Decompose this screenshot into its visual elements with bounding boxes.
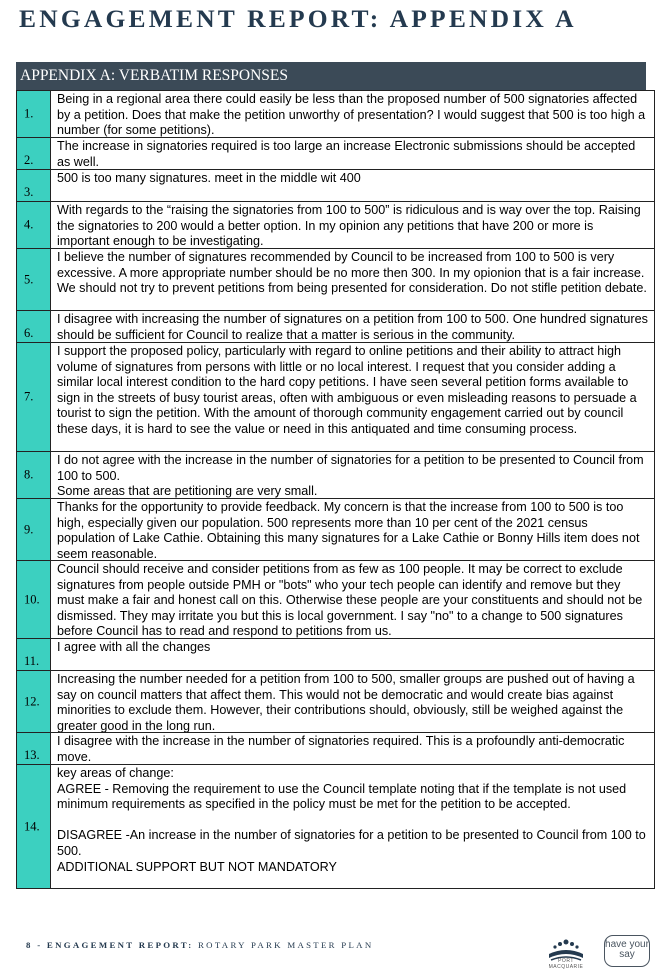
- response-number: [17, 170, 51, 201]
- response-text: [51, 639, 654, 670]
- response-row: [16, 671, 655, 733]
- response-text: [51, 249, 654, 310]
- response-paragraph: With regards to the “raising the signatories from 100 to 500” is ridiculous and is way over the top. Raising the signatories to 200 would a better option. In my opinion any petitions that have 200 or more is important enough to be investigating.: [57, 203, 641, 248]
- response-number-label: 10.: [24, 592, 40, 606]
- response-number-label: 12.: [24, 694, 40, 708]
- response-number: [17, 91, 51, 137]
- response-text: [51, 170, 654, 201]
- response-row: [16, 170, 655, 202]
- response-paragraph: 500 is too many signatures. meet in the middle wit 400: [57, 171, 361, 185]
- response-number-label: 11.: [24, 654, 40, 668]
- response-number: [17, 343, 51, 451]
- response-number: [17, 202, 51, 248]
- response-paragraph: Increasing the number needed for a petition from 100 to 500, smaller groups are pushed out of having a say on council matters that affect them. This would not be democratic and would create bias against minorities to exclude them. However, their contributions should, obviously, still be weighed against the greater good in the long run.: [57, 672, 635, 732]
- response-row: [16, 452, 655, 499]
- response-paragraph: AGREE - Removing the requirement to use the Council template noting that if the template is not used minimum requirements as specified in the policy must be met for the petition to be accepted.: [57, 781, 627, 812]
- response-number: [17, 671, 51, 732]
- page-footer: [26, 940, 373, 950]
- response-row: [16, 249, 655, 311]
- response-text: [51, 311, 654, 342]
- response-number-label: 9.: [24, 522, 34, 536]
- response-row: [16, 561, 655, 639]
- response-paragraph: Council should receive and consider petitions from as few as 100 people. It may be correct to exclude signatures from people outside PMH or "bots" who your tech people can identify and remove but they must make a fair and honest call on this. Otherwise these people are your constituents and should not be dismissed. They may irritate you but this is local government. I say "no" to a change to 500 signatures before Council has to read and respond to petitions from us.: [57, 562, 643, 638]
- response-number: [17, 138, 51, 169]
- response-row: [16, 639, 655, 671]
- response-text: [51, 343, 654, 451]
- response-number: [17, 733, 51, 764]
- footer-suffix: ROTARY PARK MASTER PLAN: [198, 940, 374, 950]
- response-paragraph: [57, 813, 648, 829]
- response-text: [51, 499, 654, 560]
- response-number: [17, 561, 51, 638]
- response-number-label: 5.: [24, 272, 34, 286]
- response-paragraph: DISAGREE -An increase in the number of signatories for a petition to be presented to Council from 100 to 500.: [57, 828, 646, 858]
- have-your-say-badge: have your say: [604, 935, 650, 967]
- response-text: [51, 91, 654, 137]
- appendix-heading: APPENDIX A: VERBATIM RESPONSES: [16, 62, 646, 90]
- response-text: [51, 765, 654, 888]
- response-paragraph: Thanks for the opportunity to provide feedback. My concern is that the increase from 100 to 500 is too high, especially given our population. 500 represents more than 10 per cent of the 2021 census population of Lake Cathie. Obtaining this many signatures for a Lake Cathie or Bonny Hills item does not seem reasonable.: [57, 500, 640, 560]
- response-number: [17, 499, 51, 560]
- response-number-label: 6.: [24, 326, 34, 340]
- footer-prefix: 8 - ENGAGEMENT REPORT:: [26, 940, 194, 950]
- response-paragraph: Being in a regional area there could easily be less than the proposed number of 500 signatories affected by a petition. Does that make the petition unworthy of presentation? I would suggest that 500 is too high a number (for some petitions).: [57, 92, 646, 137]
- response-row: [16, 138, 655, 170]
- response-number-label: 14.: [24, 819, 40, 833]
- response-number-label: 7.: [24, 389, 34, 404]
- response-paragraph: I agree with all the changes: [57, 640, 211, 654]
- response-paragraph: I support the proposed policy, particularly with regard to online petitions and their ability to attract high volume of signatures from persons with little or no local interest. I request that you consider adding a similar local interest condition to the hard copy petitions. I have seen several petition forms available to sign in the streets of busy tourist areas, often with ambiguous or even misleading reasons to persuade a tourist to sign the petition. With the amount of thorough community engagement carried out by council these days, it is hard to see the value or need in this antiquated and time consuming process.: [57, 344, 637, 436]
- responses-table: [16, 90, 655, 889]
- response-number-label: 4.: [24, 217, 34, 232]
- response-row: [16, 499, 655, 561]
- response-number: [17, 452, 51, 498]
- response-number-label: 13.: [24, 748, 40, 762]
- response-paragraph: key areas of change:: [57, 766, 174, 780]
- council-logo: [541, 936, 591, 970]
- response-number-label: 8.: [24, 467, 34, 482]
- response-number: [17, 639, 51, 670]
- response-paragraph: The increase in signatories required is too large an increase Electronic submissions should be accepted as well.: [57, 139, 636, 169]
- response-row: [16, 91, 655, 138]
- response-number: [17, 765, 51, 888]
- response-paragraph: ADDITIONAL SUPPORT BUT NOT MANDATORY: [57, 859, 337, 874]
- logo-text: PORT MACQUARIE: [548, 958, 584, 970]
- response-paragraph: I believe the number of signatures recommended by Council to be increased from 100 to 500 is very excessive. A more appropriate number should be no more then 300. In my opionion that is a fair increase. We should not try to prevent petitions from being presented for consideration. Do not stifle petition debate.: [57, 250, 647, 296]
- response-text: [51, 138, 654, 169]
- response-row: [16, 343, 655, 452]
- response-paragraph: I disagree with increasing the number of signatures on a petition from 100 to 500. One hundred signatures should be sufficient for Council to realize that a matter is serious in the community.: [57, 312, 648, 342]
- response-paragraph: I disagree with the increase in the number of signatories required. This is a profoundly anti-democratic move.: [57, 734, 625, 764]
- response-row: [16, 765, 655, 889]
- response-text: [51, 452, 654, 498]
- response-text: [51, 561, 654, 638]
- response-row: [16, 733, 655, 765]
- response-text: [51, 733, 654, 764]
- response-number: [17, 249, 51, 310]
- response-paragraph: I do not agree with the increase in the number of signatories for a petition to be presented to Council from 100 to 500.: [57, 453, 644, 483]
- response-number: [17, 311, 51, 342]
- response-text: [51, 202, 654, 248]
- response-number-label: 1.: [24, 106, 34, 121]
- response-row: [16, 202, 655, 249]
- response-row: [16, 311, 655, 343]
- page-title: ENGAGEMENT REPORT: APPENDIX A: [19, 4, 577, 33]
- response-text: [51, 671, 654, 732]
- response-paragraph: Some areas that are petitioning are very small.: [57, 484, 318, 498]
- response-number-label: 2.: [24, 153, 34, 167]
- response-number-label: 3.: [24, 185, 34, 199]
